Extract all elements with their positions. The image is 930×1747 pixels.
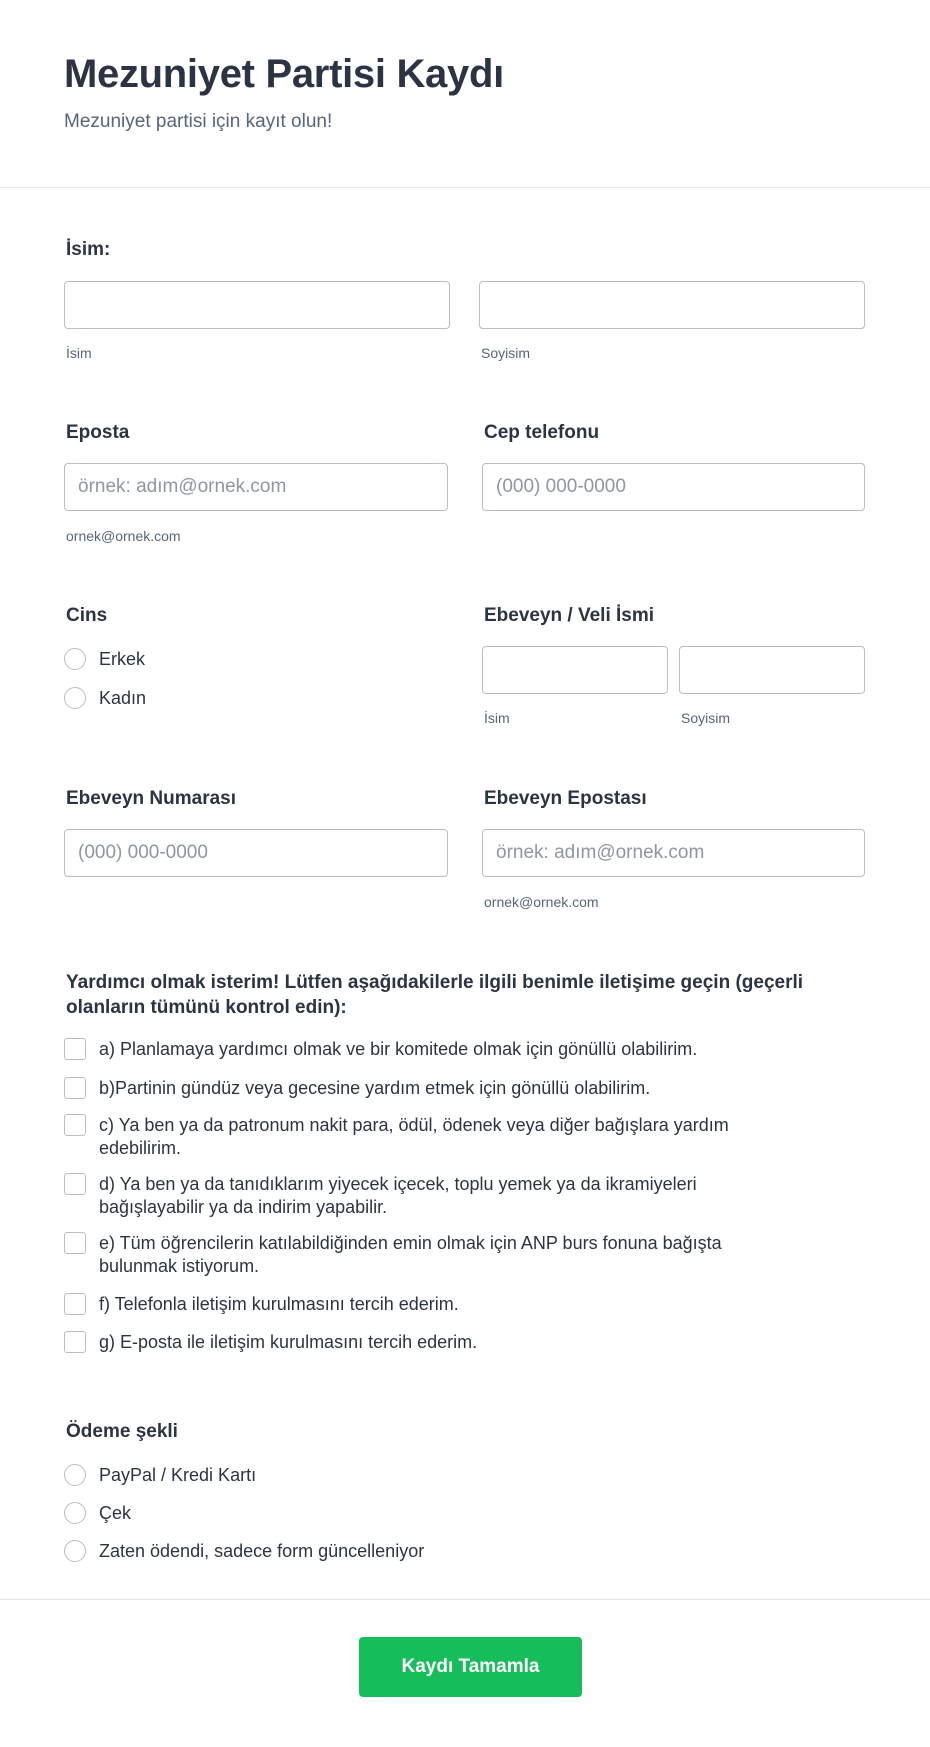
parent-email-input[interactable] (482, 829, 865, 877)
help-label: Yardımcı olmak isterim! Lütfen aşağıdakilerle ilgili benimle iletişime geçin (geçerli olanların tümünü kontrol edin): (66, 972, 804, 1018)
gender-option-male[interactable] (64, 648, 145, 670)
payment-option-paypal[interactable] (64, 1464, 256, 1486)
help-option-label: e) Tüm öğrencilerin katılabildiğinden emin olmak için ANP burs fonuna bağışta bulunmak istiyorum. (99, 1233, 722, 1276)
help-option-d[interactable] (64, 1173, 804, 1219)
help-option-label: d) Ya ben ya da tanıdıklarım yiyecek içecek, toplu yemek ya da ikramiyeleri bağışlayabilir ya da indirim yapabilir. (99, 1174, 697, 1217)
submit-button[interactable]: Kaydı Tamamla (359, 1637, 582, 1697)
help-option-label: c) Ya ben ya da patronum nakit para, ödül, ödenek veya diğer bağışlara yardım edebilirim. (99, 1115, 729, 1158)
help-option-label: f) Telefonla iletişim kurulmasını tercih ederim. (99, 1294, 459, 1314)
parent-phone-label: Ebeveyn Numarası (66, 788, 237, 809)
checkbox[interactable] (64, 1331, 86, 1353)
parent-first-name-input[interactable] (482, 646, 668, 694)
radio-button[interactable] (64, 1464, 86, 1486)
parent-last-name-sublabel: Soyisim (681, 710, 731, 726)
help-option-b[interactable] (64, 1077, 864, 1100)
radio-button[interactable] (64, 687, 86, 709)
email-label: Eposta (66, 422, 130, 443)
phone-label: Cep telefonu (484, 422, 600, 443)
help-option-f[interactable] (64, 1293, 864, 1316)
payment-option-already-paid[interactable] (64, 1540, 424, 1562)
last-name-input[interactable] (479, 281, 865, 329)
gender-option-female[interactable] (64, 687, 146, 709)
help-option-g[interactable] (64, 1331, 864, 1354)
help-option-label: g) E-posta ile iletişim kurulmasını tercih ederim. (99, 1332, 478, 1352)
checkbox[interactable] (64, 1114, 86, 1136)
radio-button[interactable] (64, 648, 86, 670)
payment-option-label: PayPal / Kredi Kartı (99, 1465, 257, 1485)
parent-email-sublabel: ornek@ornek.com (484, 894, 599, 910)
parent-first-name-sublabel: İsim (484, 710, 510, 726)
help-option-label: a) Planlamaya yardımcı olmak ve bir komitede olmak için gönüllü olabilirim. (99, 1039, 698, 1059)
payment-option-check[interactable] (64, 1502, 131, 1524)
parent-name-label: Ebeveyn / Veli İsmi (484, 605, 655, 626)
checkbox[interactable] (64, 1038, 86, 1060)
phone-input[interactable] (482, 463, 865, 511)
help-option-label: b)Partinin gündüz veya gecesine yardım etmek için gönüllü olabilirim. (99, 1078, 651, 1098)
payment-label: Ödeme şekli (66, 1421, 178, 1442)
form-header (0, 0, 930, 188)
checkbox[interactable] (64, 1173, 86, 1195)
help-option-c[interactable] (64, 1114, 804, 1160)
checkbox[interactable] (64, 1293, 86, 1315)
parent-last-name-input[interactable] (679, 646, 865, 694)
payment-option-label: Çek (99, 1503, 132, 1523)
gender-label: Cins (66, 605, 108, 626)
email-sublabel: ornek@ornek.com (66, 528, 181, 544)
payment-option-label: Zaten ödendi, sadece form güncelleniyor (99, 1541, 425, 1561)
radio-button[interactable] (64, 1540, 86, 1562)
radio-button[interactable] (64, 1502, 86, 1524)
parent-email-label: Ebeveyn Epostası (484, 788, 647, 809)
form-title: Mezuniyet Partisi Kaydı (64, 52, 504, 96)
first-name-input[interactable] (64, 281, 450, 329)
gender-option-label: Kadın (99, 688, 147, 708)
help-option-a[interactable] (64, 1038, 864, 1061)
gender-option-label: Erkek (99, 649, 146, 669)
last-name-sublabel: Soyisim (481, 345, 531, 361)
name-label: İsim: (66, 239, 111, 260)
first-name-sublabel: İsim (66, 345, 92, 361)
help-option-e[interactable] (64, 1232, 804, 1278)
form-subtitle: Mezuniyet partisi için kayıt olun! (64, 111, 333, 132)
email-input[interactable] (64, 463, 448, 511)
parent-phone-input[interactable] (64, 829, 448, 877)
checkbox[interactable] (64, 1232, 86, 1254)
checkbox[interactable] (64, 1077, 86, 1099)
